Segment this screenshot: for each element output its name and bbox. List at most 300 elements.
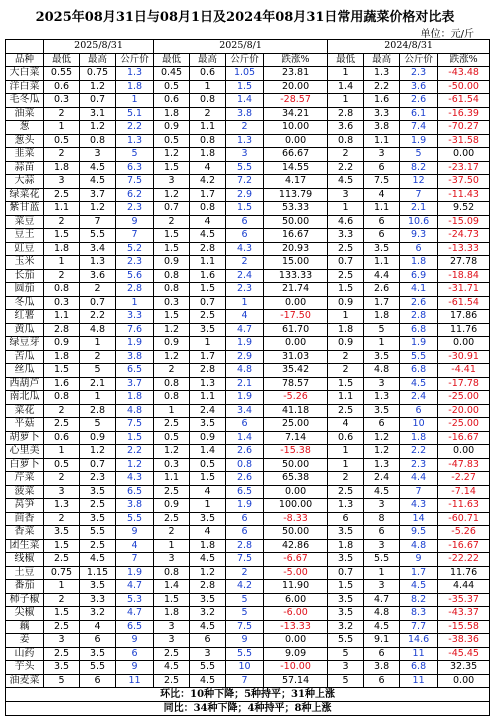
price-cell: 1.1 [190, 256, 226, 270]
kg-price-cell: 5 [226, 593, 264, 607]
price-cell: 3.5 [328, 607, 364, 621]
vegetable-name: 菜豆 [6, 215, 44, 229]
table-row [6, 661, 490, 675]
vegetable-name: 韭菜 [6, 148, 44, 162]
change-pct-cell: 0.00 [264, 337, 328, 351]
price-cell: 6 [364, 161, 400, 175]
kg-price-cell: 7.7 [400, 620, 438, 634]
change-pct-cell: -16.67 [438, 539, 490, 553]
price-cell: 1.6 [364, 94, 400, 108]
change-pct-cell: 42.86 [264, 539, 328, 553]
price-cell: 3 [154, 620, 190, 634]
vegetable-name: 洋白菜 [6, 80, 44, 94]
vegetable-name: 玉米 [6, 256, 44, 270]
price-cell: 3.5 [190, 418, 226, 432]
price-cell: 4 [190, 161, 226, 175]
price-cell: 1.8 [154, 607, 190, 621]
price-cell: 1.3 [44, 499, 80, 513]
kg-price-cell: 6 [226, 418, 264, 432]
price-cell: 1.3 [190, 377, 226, 391]
kg-price-cell: 2.1 [226, 377, 264, 391]
column-header: 公斤价 [400, 53, 438, 67]
table-row [6, 242, 490, 256]
vegetable-name: 红薯 [6, 310, 44, 324]
kg-price-cell: 5 [116, 148, 154, 162]
kg-price-cell: 6 [400, 404, 438, 418]
price-cell: 0.7 [80, 94, 116, 108]
price-cell: 1.4 [154, 580, 190, 594]
price-cell: 0.5 [44, 134, 80, 148]
kg-price-cell: 6.5 [226, 485, 264, 499]
price-cell: 0.8 [154, 391, 190, 405]
column-header: 最低 [154, 53, 190, 67]
kg-price-cell: 5 [226, 607, 264, 621]
price-cell: 3.5 [328, 593, 364, 607]
price-cell: 3.5 [80, 580, 116, 594]
price-cell: 1.8 [364, 310, 400, 324]
table-row [6, 431, 490, 445]
price-cell: 2 [44, 269, 80, 283]
price-cell: 1.5 [154, 229, 190, 243]
change-pct-cell: 4.44 [438, 580, 490, 594]
footer-row [6, 688, 490, 702]
kg-price-cell: 1.8 [400, 256, 438, 270]
change-pct-cell: 0.00 [264, 134, 328, 148]
price-cell: 2.5 [328, 242, 364, 256]
kg-price-cell: 1.4 [226, 94, 264, 108]
price-cell: 8 [364, 512, 400, 526]
price-cell: 4.5 [364, 620, 400, 634]
change-pct-cell: 11.76 [438, 566, 490, 580]
change-pct-cell: -43.48 [438, 67, 490, 81]
price-cell: 1.5 [328, 580, 364, 594]
price-cell: 2 [44, 512, 80, 526]
price-cell: 6 [364, 418, 400, 432]
price-cell: 3 [44, 634, 80, 648]
kg-price-cell: 2 [226, 121, 264, 135]
change-pct-cell: -10.00 [264, 661, 328, 675]
price-cell: 5 [80, 418, 116, 432]
vegetable-name: 菜花 [6, 404, 44, 418]
price-cell: 0.45 [154, 67, 190, 81]
kg-price-cell: 7 [116, 553, 154, 567]
kg-price-cell: 1.5 [226, 202, 264, 216]
table-row [6, 580, 490, 594]
table-row [6, 377, 490, 391]
kg-price-cell: 2.3 [116, 256, 154, 270]
price-cell: 4.5 [80, 553, 116, 567]
price-cell: 1.1 [154, 472, 190, 486]
price-cell: 1 [328, 310, 364, 324]
kg-price-cell: 9.3 [400, 229, 438, 243]
price-table [5, 39, 490, 716]
kg-price-cell: 9 [116, 215, 154, 229]
kg-price-cell: 9 [116, 634, 154, 648]
kg-price-cell: 6.8 [400, 364, 438, 378]
column-header-row [6, 53, 490, 67]
price-cell: 4.8 [364, 607, 400, 621]
price-cell: 4.6 [328, 215, 364, 229]
price-cell: 2.8 [190, 364, 226, 378]
price-cell: 3.3 [80, 593, 116, 607]
change-pct-cell: 65.38 [264, 472, 328, 486]
change-pct-cell: -25.00 [438, 418, 490, 432]
price-cell: 1.7 [364, 296, 400, 310]
price-cell: 7 [80, 215, 116, 229]
vegetable-name: 毛冬瓜 [6, 94, 44, 108]
price-cell: 1.1 [44, 310, 80, 324]
price-cell: 1.1 [190, 391, 226, 405]
kg-price-cell: 4.5 [400, 580, 438, 594]
kg-price-cell: 1.5 [116, 431, 154, 445]
price-cell: 3.5 [190, 593, 226, 607]
price-cell: 3.1 [80, 107, 116, 121]
price-cell: 3.5 [80, 485, 116, 499]
kg-price-cell: 11 [400, 647, 438, 661]
change-pct-cell: 57.14 [264, 674, 328, 688]
kg-price-cell: 2.9 [226, 188, 264, 202]
price-cell: 5.5 [80, 661, 116, 675]
price-cell: 7.5 [364, 175, 400, 189]
vegetable-name: 胡萝卜 [6, 431, 44, 445]
kg-price-cell: 4.3 [400, 499, 438, 513]
price-cell: 0.7 [80, 296, 116, 310]
table-row [6, 94, 490, 108]
kg-price-cell: 5.2 [116, 242, 154, 256]
vegetable-name: 绿菜花 [6, 188, 44, 202]
price-cell: 1.7 [190, 350, 226, 364]
kg-price-cell: 1.9 [400, 134, 438, 148]
change-pct-cell: -15.58 [438, 620, 490, 634]
table-body [6, 67, 490, 688]
kg-price-cell: 1.7 [400, 566, 438, 580]
table-row [6, 512, 490, 526]
change-pct-cell: 25.00 [264, 418, 328, 432]
column-header: 最低 [328, 53, 364, 67]
change-pct-cell: 34.21 [264, 107, 328, 121]
price-cell: 2 [154, 526, 190, 540]
price-cell: 2.5 [80, 539, 116, 553]
kg-price-cell: 8.2 [400, 161, 438, 175]
change-pct-cell: -20.00 [438, 404, 490, 418]
price-cell: 2.5 [154, 674, 190, 688]
column-header: 最高 [190, 53, 226, 67]
price-cell: 5.5 [328, 634, 364, 648]
kg-price-cell: 2.8 [226, 539, 264, 553]
kg-price-cell: 10.6 [400, 215, 438, 229]
price-cell: 2.8 [190, 580, 226, 594]
kg-price-cell: 2.9 [226, 350, 264, 364]
vegetable-name: 山药 [6, 647, 44, 661]
price-cell: 3 [190, 647, 226, 661]
vegetable-name: 大蒜 [6, 175, 44, 189]
price-cell: 1.8 [328, 323, 364, 337]
price-cell: 1.8 [44, 350, 80, 364]
price-cell: 3.2 [190, 607, 226, 621]
kg-price-cell: 3.8 [116, 350, 154, 364]
vegetable-name: 黄瓜 [6, 323, 44, 337]
price-cell: 0.55 [44, 67, 80, 81]
change-pct-cell: 113.79 [264, 188, 328, 202]
kg-price-cell: 6.5 [116, 364, 154, 378]
price-cell: 0.9 [190, 431, 226, 445]
kg-price-cell: 7 [116, 229, 154, 243]
price-cell: 0.7 [328, 566, 364, 580]
price-cell: 1.1 [364, 202, 400, 216]
price-cell: 0.7 [80, 458, 116, 472]
change-pct-cell: 53.33 [264, 202, 328, 216]
change-pct-cell: -13.33 [264, 620, 328, 634]
change-pct-cell: -47.83 [438, 458, 490, 472]
table-row [6, 256, 490, 270]
price-cell: 4.8 [80, 323, 116, 337]
price-cell: 2 [328, 472, 364, 486]
kg-price-cell: 2.8 [116, 283, 154, 297]
price-cell: 2.5 [80, 499, 116, 513]
price-cell: 0.8 [154, 269, 190, 283]
vegetable-name: 团生菜 [6, 539, 44, 553]
price-cell: 1 [44, 580, 80, 594]
table-row [6, 566, 490, 580]
price-cell: 3.5 [364, 242, 400, 256]
change-pct-cell: 9.52 [438, 202, 490, 216]
vegetable-name: 平菇 [6, 418, 44, 432]
price-cell: 3 [364, 377, 400, 391]
kg-price-cell: 6.8 [400, 323, 438, 337]
price-cell: 5 [328, 674, 364, 688]
price-cell: 3 [44, 485, 80, 499]
vegetable-name: 油麦菜 [6, 674, 44, 688]
price-cell: 3 [328, 661, 364, 675]
change-pct-cell: -5.26 [438, 526, 490, 540]
price-cell: 1.5 [328, 283, 364, 297]
price-cell: 2 [154, 215, 190, 229]
price-cell: 4.5 [154, 661, 190, 675]
price-cell: 3 [364, 580, 400, 594]
price-cell: 2.5 [154, 418, 190, 432]
kg-price-cell: 1.5 [226, 80, 264, 94]
price-cell: 1 [328, 458, 364, 472]
price-cell: 2.2 [328, 161, 364, 175]
table-row [6, 283, 490, 297]
price-cell: 1 [364, 337, 400, 351]
kg-price-cell: 6 [226, 526, 264, 540]
table-row [6, 607, 490, 621]
price-cell: 1.2 [154, 323, 190, 337]
price-cell: 0.5 [154, 80, 190, 94]
price-cell: 1.2 [154, 445, 190, 459]
price-cell: 1.2 [154, 188, 190, 202]
price-cell: 2.3 [80, 472, 116, 486]
price-cell: 1.2 [190, 566, 226, 580]
kg-price-cell: 6.5 [116, 620, 154, 634]
price-cell: 2.6 [364, 283, 400, 297]
kg-price-cell: 7.5 [226, 553, 264, 567]
kg-price-cell: 5.5 [226, 161, 264, 175]
price-cell: 5.5 [80, 526, 116, 540]
price-cell: 1.2 [154, 350, 190, 364]
price-cell: 0.9 [328, 296, 364, 310]
price-cell: 1 [328, 94, 364, 108]
price-cell: 4.5 [190, 229, 226, 243]
price-cell: 2 [80, 350, 116, 364]
kg-price-cell: 8.2 [400, 593, 438, 607]
price-cell: 3.5 [44, 526, 80, 540]
change-pct-cell: 23.81 [264, 67, 328, 81]
change-pct-cell: 0.00 [438, 674, 490, 688]
kg-price-cell: 2.1 [400, 202, 438, 216]
price-cell: 1.5 [44, 229, 80, 243]
price-cell: 3 [364, 148, 400, 162]
change-pct-cell: 21.74 [264, 283, 328, 297]
change-pct-cell: 31.03 [264, 350, 328, 364]
kg-price-cell: 1.2 [116, 458, 154, 472]
price-cell: 3.7 [80, 188, 116, 202]
unit-label: 单位：元/斤 [420, 29, 474, 40]
table-row [6, 148, 490, 162]
change-pct-cell: 6.00 [264, 593, 328, 607]
price-cell: 4.5 [190, 674, 226, 688]
change-pct-cell: -11.63 [438, 499, 490, 513]
kg-price-cell: 5.5 [400, 350, 438, 364]
kg-price-cell: 2.3 [116, 202, 154, 216]
price-cell: 1.5 [44, 539, 80, 553]
price-cell: 0.8 [44, 391, 80, 405]
kg-price-cell: 4 [226, 310, 264, 324]
kg-price-cell: 7.2 [226, 175, 264, 189]
kg-price-cell: 12 [400, 175, 438, 189]
table-row [6, 553, 490, 567]
price-cell: 1.2 [80, 80, 116, 94]
vegetable-name: 圆茄 [6, 283, 44, 297]
price-cell: 1 [364, 566, 400, 580]
price-cell: 0.9 [328, 337, 364, 351]
change-pct-cell: 27.78 [438, 256, 490, 270]
vegetable-name: 芋头 [6, 661, 44, 675]
price-cell: 1.8 [328, 539, 364, 553]
kg-price-cell: 4.7 [116, 607, 154, 621]
price-cell: 1.2 [80, 121, 116, 135]
column-header: 公斤价 [116, 53, 154, 67]
price-cell: 6 [364, 674, 400, 688]
vegetable-name: 苦瓜 [6, 350, 44, 364]
kg-price-cell: 1.9 [116, 566, 154, 580]
table-row [6, 67, 490, 81]
price-cell: 0.9 [154, 499, 190, 513]
vegetable-name: 尖椒 [6, 607, 44, 621]
kg-price-cell: 6.8 [400, 661, 438, 675]
change-pct-cell: 4.17 [264, 175, 328, 189]
price-cell: 2 [44, 107, 80, 121]
table-row [6, 269, 490, 283]
change-pct-cell: -6.67 [264, 553, 328, 567]
price-cell: 1.2 [154, 148, 190, 162]
price-cell: 1.3 [80, 256, 116, 270]
kg-price-cell: 2.2 [116, 121, 154, 135]
change-pct-cell: 133.33 [264, 269, 328, 283]
kg-price-cell: 2.3 [400, 67, 438, 81]
kg-price-cell: 7.5 [226, 620, 264, 634]
change-pct-cell: -16.39 [438, 107, 490, 121]
price-cell: 1.6 [190, 269, 226, 283]
price-cell: 2.5 [328, 269, 364, 283]
column-header: 最低 [44, 53, 80, 67]
price-cell: 1.7 [190, 188, 226, 202]
kg-price-cell: 4.7 [226, 323, 264, 337]
change-pct-cell: -43.37 [438, 607, 490, 621]
kg-price-cell: 2.6 [400, 94, 438, 108]
price-cell: 1.8 [154, 107, 190, 121]
price-cell: 0.8 [190, 202, 226, 216]
price-cell: 3.3 [328, 229, 364, 243]
price-cell: 3.5 [80, 512, 116, 526]
price-cell: 0.8 [154, 566, 190, 580]
price-cell: 4 [190, 485, 226, 499]
change-pct-cell: 78.57 [264, 377, 328, 391]
change-pct-cell: -38.36 [438, 634, 490, 648]
change-pct-cell: 14.55 [264, 161, 328, 175]
kg-price-cell: 5.5 [226, 647, 264, 661]
kg-price-cell: 6.1 [400, 107, 438, 121]
kg-price-cell: 6 [226, 229, 264, 243]
kg-price-cell: 14.6 [400, 634, 438, 648]
price-cell: 0.9 [44, 337, 80, 351]
change-pct-cell: -45.45 [438, 647, 490, 661]
price-cell: 0.7 [154, 202, 190, 216]
vegetable-name: 葱头 [6, 134, 44, 148]
vegetable-name: 藕 [6, 620, 44, 634]
price-cell: 1.5 [154, 593, 190, 607]
price-cell: 1.3 [328, 499, 364, 513]
change-pct-cell: 50.00 [264, 215, 328, 229]
column-header: 最高 [364, 53, 400, 67]
change-pct-cell: -61.54 [438, 296, 490, 310]
price-cell: 5 [80, 364, 116, 378]
price-cell: 3 [154, 634, 190, 648]
kg-price-cell: 1 [116, 296, 154, 310]
price-cell: 6 [364, 215, 400, 229]
change-pct-cell: 0.00 [264, 296, 328, 310]
price-cell: 1.1 [44, 202, 80, 216]
change-pct-cell: 0.00 [438, 445, 490, 459]
price-cell: 5.5 [190, 661, 226, 675]
table-row [6, 620, 490, 634]
kg-price-cell: 11 [400, 674, 438, 688]
price-cell: 3.6 [80, 269, 116, 283]
kg-price-cell: 6 [400, 242, 438, 256]
vegetable-name: 心里美 [6, 445, 44, 459]
price-cell: 5 [44, 674, 80, 688]
kg-price-cell: 4.8 [116, 404, 154, 418]
kg-price-cell: 8.3 [400, 607, 438, 621]
kg-price-cell: 5.5 [116, 512, 154, 526]
price-cell: 2.4 [190, 404, 226, 418]
kg-price-cell: 1.8 [400, 431, 438, 445]
summary-yoy: 同比：34种下降；4种持平；8种上涨 [6, 702, 490, 716]
kg-price-cell: 3.8 [116, 499, 154, 513]
price-cell: 0.8 [154, 377, 190, 391]
price-cell: 2 [328, 350, 364, 364]
corner-cell [6, 40, 44, 54]
change-pct-cell: -4.41 [438, 364, 490, 378]
price-cell: 0.75 [80, 67, 116, 81]
price-cell: 5.5 [80, 229, 116, 243]
vegetable-name: 冬瓜 [6, 296, 44, 310]
kg-price-cell: 4.8 [226, 364, 264, 378]
vegetable-name: 紫甘蓝 [6, 202, 44, 216]
price-cell: 3 [364, 539, 400, 553]
table-row [6, 485, 490, 499]
